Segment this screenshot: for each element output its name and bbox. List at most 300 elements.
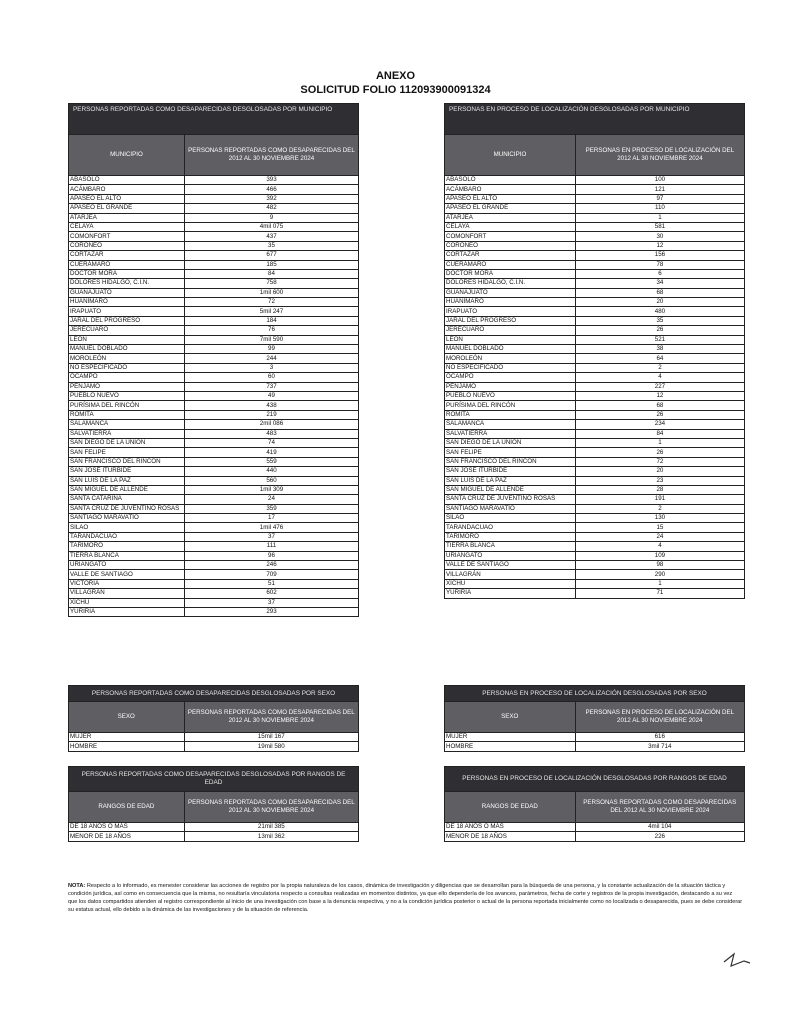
row-value: 4 xyxy=(575,373,744,382)
table-row xyxy=(69,589,359,598)
row-value: 96 xyxy=(184,551,358,560)
table-row xyxy=(445,823,745,832)
row-label: ATARJEA xyxy=(69,213,185,222)
table-row xyxy=(69,307,359,316)
row-label: CUERÁMARO xyxy=(445,260,576,269)
row-value: 2 xyxy=(575,504,744,513)
row-label: TIERRA BLANCA xyxy=(445,542,576,551)
row-value: 26 xyxy=(575,448,744,457)
column-header-reported: PERSONAS REPORTADAS COMO DESAPARECIDAS DEL 2012 AL 30 NOVIEMBRE 2024 xyxy=(184,135,358,176)
footnote xyxy=(68,882,743,914)
table-row xyxy=(445,232,745,241)
table-row xyxy=(445,401,745,410)
table-row xyxy=(445,326,745,335)
row-value: 219 xyxy=(184,410,358,419)
row-value: 20 xyxy=(575,467,744,476)
signature-mark xyxy=(722,950,752,970)
row-value: 35 xyxy=(575,316,744,325)
row-label: YURIRIA xyxy=(445,589,576,598)
row-label: SILAO xyxy=(445,514,576,523)
table-row xyxy=(69,579,359,588)
row-value: 4mil 075 xyxy=(184,222,358,231)
row-label: JERÉCUARO xyxy=(445,326,576,335)
table-row xyxy=(69,420,359,429)
row-value: 234 xyxy=(575,420,744,429)
table-locating-by-sex xyxy=(444,685,745,752)
row-label: SANTA CRUZ DE JUVENTINO ROSAS xyxy=(445,495,576,504)
row-value: 12 xyxy=(575,241,744,250)
row-value: 21mil 385 xyxy=(184,823,358,832)
row-value: 121 xyxy=(575,185,744,194)
table-row xyxy=(69,185,359,194)
row-value: 2mil 086 xyxy=(184,420,358,429)
row-value: 156 xyxy=(575,251,744,260)
row-value: 35 xyxy=(184,241,358,250)
table-row xyxy=(69,382,359,391)
table-row xyxy=(445,551,745,560)
table-row xyxy=(69,401,359,410)
row-value: 480 xyxy=(575,307,744,316)
table-row xyxy=(69,326,359,335)
row-value: 20 xyxy=(575,298,744,307)
table-row xyxy=(445,373,745,382)
row-value: 1mil 476 xyxy=(184,523,358,532)
row-value: 12 xyxy=(575,391,744,400)
row-value: 5mil 247 xyxy=(184,307,358,316)
row-label: TARIMORO xyxy=(69,542,185,551)
row-label: ABASOLO xyxy=(69,176,185,185)
row-label: CORTAZAR xyxy=(69,251,185,260)
row-label: APASEO EL ALTO xyxy=(445,194,576,203)
row-label: DOLORES HIDALGO, C.I.N. xyxy=(69,279,185,288)
table-row xyxy=(445,354,745,363)
row-label: SAN DIEGO DE LA UNIÓN xyxy=(445,438,576,447)
table-row xyxy=(445,542,745,551)
row-value: 15mil 167 xyxy=(184,733,358,742)
row-value: 419 xyxy=(184,448,358,457)
row-value: 581 xyxy=(575,222,744,231)
table-row xyxy=(69,823,359,832)
table-row xyxy=(69,391,359,400)
row-label: DOCTOR MORA xyxy=(69,269,185,278)
document-title: ANEXO xyxy=(375,70,416,82)
row-label: APASEO EL GRANDE xyxy=(69,204,185,213)
table-row xyxy=(445,504,745,513)
row-label: DOCTOR MORA xyxy=(445,269,576,278)
row-value: 72 xyxy=(575,457,744,466)
table-title: PERSONAS EN PROCESO DE LOCALIZACIÓN DESGLOSADAS POR SEXO xyxy=(445,686,745,702)
column-header-sexo: SEXO xyxy=(69,702,185,733)
table-row xyxy=(69,194,359,203)
table-row xyxy=(69,429,359,438)
table-row xyxy=(69,213,359,222)
table-row xyxy=(445,382,745,391)
row-value: 84 xyxy=(575,429,744,438)
row-value: 51 xyxy=(184,579,358,588)
table-row xyxy=(69,504,359,513)
table-row xyxy=(445,514,745,523)
row-label: DE 18 AÑOS O MÁS xyxy=(69,823,185,832)
row-value: 60 xyxy=(184,373,358,382)
row-value: 19mil 580 xyxy=(184,742,358,751)
row-label: ROMITA xyxy=(445,410,576,419)
row-label: CELAYA xyxy=(69,222,185,231)
table-row xyxy=(445,570,745,579)
row-value: 290 xyxy=(575,570,744,579)
row-value: 185 xyxy=(184,260,358,269)
row-value: 466 xyxy=(184,185,358,194)
table-row xyxy=(445,410,745,419)
row-value: 1 xyxy=(575,579,744,588)
table-row xyxy=(445,420,745,429)
table-row xyxy=(445,495,745,504)
row-label: MOROLEÓN xyxy=(445,354,576,363)
row-value: 28 xyxy=(575,485,744,494)
table-row xyxy=(445,832,745,841)
row-value: 392 xyxy=(184,194,358,203)
row-value: 38 xyxy=(575,345,744,354)
table-row xyxy=(69,523,359,532)
table-row xyxy=(69,335,359,344)
table-row xyxy=(69,532,359,541)
row-label: SALAMANCA xyxy=(69,420,185,429)
row-value: 71 xyxy=(575,589,744,598)
table-row xyxy=(69,241,359,250)
table-row xyxy=(69,410,359,419)
row-label: HUANÍMARO xyxy=(69,298,185,307)
row-value: 560 xyxy=(184,476,358,485)
row-value: 76 xyxy=(184,326,358,335)
table-row xyxy=(69,438,359,447)
table-row xyxy=(69,251,359,260)
table-locating-by-age xyxy=(444,766,745,842)
row-value: 26 xyxy=(575,326,744,335)
row-value: 98 xyxy=(575,561,744,570)
row-value: 227 xyxy=(575,382,744,391)
row-label: SALVATIERRA xyxy=(445,429,576,438)
table-row xyxy=(445,532,745,541)
row-label: XICHÚ xyxy=(69,598,185,607)
column-header-reported: PERSONAS REPORTADAS COMO DESAPARECIDAS DEL 2012 AL 30 NOVIEMBRE 2024 xyxy=(184,792,358,823)
column-header-locating: PERSONAS EN PROCESO DE LOCALIZACIÓN DEL 2012 AL 30 NOVIEMBRE 2024 xyxy=(575,135,744,176)
row-value: 74 xyxy=(184,438,358,447)
row-value: 1mil 309 xyxy=(184,485,358,494)
table-row xyxy=(445,429,745,438)
row-value: 359 xyxy=(184,504,358,513)
table-row xyxy=(445,204,745,213)
row-value: 100 xyxy=(575,176,744,185)
row-label: APASEO EL GRANDE xyxy=(445,204,576,213)
table-row xyxy=(69,316,359,325)
row-value: 68 xyxy=(575,288,744,297)
row-value: 34 xyxy=(575,279,744,288)
row-value: 26 xyxy=(575,410,744,419)
row-value: 616 xyxy=(575,733,744,742)
row-value: 1 xyxy=(575,213,744,222)
row-value: 109 xyxy=(575,551,744,560)
row-label: SAN MIGUEL DE ALLENDE xyxy=(445,485,576,494)
table-row xyxy=(445,345,745,354)
row-value: 437 xyxy=(184,232,358,241)
table-row xyxy=(445,485,745,494)
table-row xyxy=(69,598,359,607)
row-label: ACÁMBARO xyxy=(445,185,576,194)
table-title: PERSONAS REPORTADAS COMO DESAPARECIDAS DESGLOSADAS POR SEXO xyxy=(69,686,359,702)
row-label: SAN FELIPE xyxy=(445,448,576,457)
row-value: 677 xyxy=(184,251,358,260)
row-value: 49 xyxy=(184,391,358,400)
row-label: JARAL DEL PROGRESO xyxy=(445,316,576,325)
row-value: 246 xyxy=(184,561,358,570)
row-value: 4mil 104 xyxy=(575,823,744,832)
row-label: URIANGATO xyxy=(445,551,576,560)
row-value: 482 xyxy=(184,204,358,213)
row-value: 72 xyxy=(184,298,358,307)
row-value: 97 xyxy=(575,194,744,203)
table-row xyxy=(445,448,745,457)
row-value: 23 xyxy=(575,476,744,485)
row-label: HUANÍMARO xyxy=(445,298,576,307)
table-row xyxy=(69,561,359,570)
row-label: SANTA CRUZ DE JUVENTINO ROSAS xyxy=(69,504,185,513)
row-value: 9 xyxy=(184,213,358,222)
row-label: SAN JOSÉ ITURBIDE xyxy=(69,467,185,476)
table-row xyxy=(69,485,359,494)
table-row xyxy=(69,570,359,579)
row-label: SAN FRANCISCO DEL RINCÓN xyxy=(69,457,185,466)
row-label: PUEBLO NUEVO xyxy=(69,391,185,400)
table-row xyxy=(445,733,745,742)
row-label: ATARJEA xyxy=(445,213,576,222)
table-row xyxy=(445,438,745,447)
row-value: 99 xyxy=(184,345,358,354)
row-label: JARAL DEL PROGRESO xyxy=(69,316,185,325)
table-row xyxy=(69,476,359,485)
row-label: ACÁMBARO xyxy=(69,185,185,194)
table-row xyxy=(445,579,745,588)
table-title: PERSONAS REPORTADAS COMO DESAPARECIDAS DESGLOSADAS POR MUNICIPIO xyxy=(69,104,359,135)
row-label: SANTIAGO MARAVATÍO xyxy=(69,514,185,523)
table-row xyxy=(445,307,745,316)
table-row xyxy=(445,288,745,297)
row-label: DOLORES HIDALGO, C.I.N. xyxy=(445,279,576,288)
table-row xyxy=(69,279,359,288)
row-label: SAN FELIPE xyxy=(69,448,185,457)
row-label: VILLAGRÁN xyxy=(445,570,576,579)
row-label: HOMBRE xyxy=(69,742,185,751)
row-value: 393 xyxy=(184,176,358,185)
row-label: URIANGATO xyxy=(69,561,185,570)
row-value: 17 xyxy=(184,514,358,523)
row-value: 1mil 600 xyxy=(184,288,358,297)
row-label: ROMITA xyxy=(69,410,185,419)
table-row xyxy=(69,354,359,363)
row-value: 184 xyxy=(184,316,358,325)
row-value: 191 xyxy=(575,495,744,504)
table-row xyxy=(69,514,359,523)
row-label: VALLE DE SANTIAGO xyxy=(445,561,576,570)
row-label: SAN MIGUEL DE ALLENDE xyxy=(69,485,185,494)
row-label: PUEBLO NUEVO xyxy=(445,391,576,400)
row-value: 37 xyxy=(184,532,358,541)
table-row xyxy=(69,373,359,382)
table-row xyxy=(445,194,745,203)
row-value: 3mil 714 xyxy=(575,742,744,751)
table-row xyxy=(69,176,359,185)
row-label: LEÓN xyxy=(69,335,185,344)
row-label: SAN JOSÉ ITURBIDE xyxy=(445,467,576,476)
row-value: 64 xyxy=(575,354,744,363)
table-title: PERSONAS REPORTADAS COMO DESAPARECIDAS DESGLOSADAS POR RANGOS DE EDAD xyxy=(69,767,359,792)
row-label: NO ESPECIFICADO xyxy=(445,363,576,372)
table-row xyxy=(445,260,745,269)
table-row xyxy=(69,742,359,751)
row-label: PURÍSIMA DEL RINCÓN xyxy=(69,401,185,410)
table-row xyxy=(445,335,745,344)
table-row xyxy=(445,523,745,532)
table-row xyxy=(69,269,359,278)
row-label: VILLAGRÁN xyxy=(69,589,185,598)
table-reported-by-age xyxy=(68,766,359,842)
row-label: GUANAJUATO xyxy=(445,288,576,297)
row-value: 521 xyxy=(575,335,744,344)
row-value: 440 xyxy=(184,467,358,476)
table-row xyxy=(445,457,745,466)
row-label: PURÍSIMA DEL RINCÓN xyxy=(445,401,576,410)
table-row xyxy=(445,298,745,307)
row-value: 130 xyxy=(575,514,744,523)
table-row xyxy=(445,269,745,278)
table-row xyxy=(69,298,359,307)
row-label: CORTAZAR xyxy=(445,251,576,260)
table-row xyxy=(69,260,359,269)
table-row xyxy=(445,561,745,570)
table-row xyxy=(69,448,359,457)
row-label: SAN LUIS DE LA PAZ xyxy=(69,476,185,485)
note-text: Respecto a lo informado, es menester considerar las acciones de registro por la propia naturaleza de los casos, dinámica de investigación y diligencias que se desarrollan para la búsqueda de una persona, y la constante actualización de la situación táctica y condición jurídica, así como en consecuencia que la misma, no resultaría vinculatoria respecto a consultas realizadas en momentos distintos, ya que ello dependería de los avances, parámetros, fecha de corte y registros de la propia investigación, destacando a su vez que los datos compartidos atienden al registro correspondiente al inicio de una investigación con base a la denuncia respectiva, y no a la condición jurídica posterior o actual de la persona reportada inicialmente como no localizada o desaparecida, pues se debe considerar su estatus actual, ello debido a la dinámica de las investigaciones y de la situación de referencia. xyxy=(68,883,743,913)
table-row xyxy=(69,232,359,241)
row-label: PÉNJAMO xyxy=(69,382,185,391)
table-row xyxy=(69,204,359,213)
row-label: SALAMANCA xyxy=(445,420,576,429)
table-row xyxy=(445,279,745,288)
row-value: 110 xyxy=(575,204,744,213)
table-row xyxy=(445,222,745,231)
column-header-locating: PERSONAS EN PROCESO DE LOCALIZACIÓN DEL 2012 AL 30 NOVIEMBRE 2024 xyxy=(575,702,744,733)
row-label: COMONFORT xyxy=(69,232,185,241)
table-row xyxy=(445,251,745,260)
row-label: IRAPUATO xyxy=(69,307,185,316)
row-label: YURIRIA xyxy=(69,607,185,616)
table-row xyxy=(69,832,359,841)
row-label: SAN DIEGO DE LA UNIÓN xyxy=(69,438,185,447)
row-label: SAN FRANCISCO DEL RINCÓN xyxy=(445,457,576,466)
table-row xyxy=(69,345,359,354)
row-label: OCAMPO xyxy=(445,373,576,382)
table-row xyxy=(69,288,359,297)
row-value: 244 xyxy=(184,354,358,363)
table-row xyxy=(69,551,359,560)
table-row xyxy=(69,542,359,551)
table-row xyxy=(445,241,745,250)
table-row xyxy=(445,316,745,325)
column-header-age-range: RANGOS DE EDAD xyxy=(69,792,185,823)
row-label: SANTIAGO MARAVATÍO xyxy=(445,504,576,513)
row-value: 13mil 362 xyxy=(184,832,358,841)
row-label: GUANAJUATO xyxy=(69,288,185,297)
table-row xyxy=(69,222,359,231)
column-header-municipio: MUNICIPIO xyxy=(445,135,576,176)
row-value: 483 xyxy=(184,429,358,438)
row-label: SILAO xyxy=(69,523,185,532)
row-label: CORONEO xyxy=(445,241,576,250)
table-row xyxy=(69,457,359,466)
row-label: MANUEL DOBLADO xyxy=(445,345,576,354)
table-row xyxy=(445,213,745,222)
table-row xyxy=(445,391,745,400)
row-label: COMONFORT xyxy=(445,232,576,241)
row-value: 3 xyxy=(184,363,358,372)
column-header-reported: PERSONAS REPORTADAS COMO DESAPARECIDAS DEL 2012 AL 30 NOVIEMBRE 2024 xyxy=(575,792,744,823)
row-label: TARIMORO xyxy=(445,532,576,541)
table-row xyxy=(445,363,745,372)
row-label: CUERÁMARO xyxy=(69,260,185,269)
row-label: NO ESPECIFICADO xyxy=(69,363,185,372)
column-header-reported: PERSONAS REPORTADAS COMO DESAPARECIDAS DEL 2012 AL 30 NOVIEMBRE 2024 xyxy=(184,702,358,733)
folio-title: SOLICITUD FOLIO 112093900091324 xyxy=(300,84,491,96)
table-row xyxy=(445,176,745,185)
table-row xyxy=(445,742,745,751)
row-label: MUJER xyxy=(445,733,576,742)
row-value: 7mil 590 xyxy=(184,335,358,344)
row-label: HOMBRE xyxy=(445,742,576,751)
row-label: LEÓN xyxy=(445,335,576,344)
row-value: 602 xyxy=(184,589,358,598)
row-label: SALVATIERRA xyxy=(69,429,185,438)
row-value: 6 xyxy=(575,269,744,278)
table-title: PERSONAS EN PROCESO DE LOCALIZACIÓN DESGLOSADAS POR MUNICIPIO xyxy=(445,104,745,135)
row-value: 15 xyxy=(575,523,744,532)
row-label: TARANDACUAO xyxy=(69,532,185,541)
column-header-municipio: MUNICIPIO xyxy=(69,135,185,176)
row-value: 84 xyxy=(184,269,358,278)
row-label: OCAMPO xyxy=(69,373,185,382)
row-value: 78 xyxy=(575,260,744,269)
row-value: 2 xyxy=(575,363,744,372)
row-label: MUJER xyxy=(69,733,185,742)
row-label: JERÉCUARO xyxy=(69,326,185,335)
row-label: VICTORIA xyxy=(69,579,185,588)
row-label: SAN LUIS DE LA PAZ xyxy=(445,476,576,485)
row-value: 30 xyxy=(575,232,744,241)
table-row xyxy=(69,467,359,476)
row-label: TIERRA BLANCA xyxy=(69,551,185,560)
table-row xyxy=(445,589,745,598)
row-label: ABASOLO xyxy=(445,176,576,185)
row-label: MOROLEÓN xyxy=(69,354,185,363)
row-value: 709 xyxy=(184,570,358,579)
table-reported-by-municipality xyxy=(68,103,359,617)
row-value: 758 xyxy=(184,279,358,288)
row-value: 737 xyxy=(184,382,358,391)
row-label: TARANDACUAO xyxy=(445,523,576,532)
table-row xyxy=(69,495,359,504)
row-label: IRAPUATO xyxy=(445,307,576,316)
row-label: CORONEO xyxy=(69,241,185,250)
note-label: NOTA: xyxy=(68,883,86,889)
table-row xyxy=(69,607,359,616)
row-value: 559 xyxy=(184,457,358,466)
